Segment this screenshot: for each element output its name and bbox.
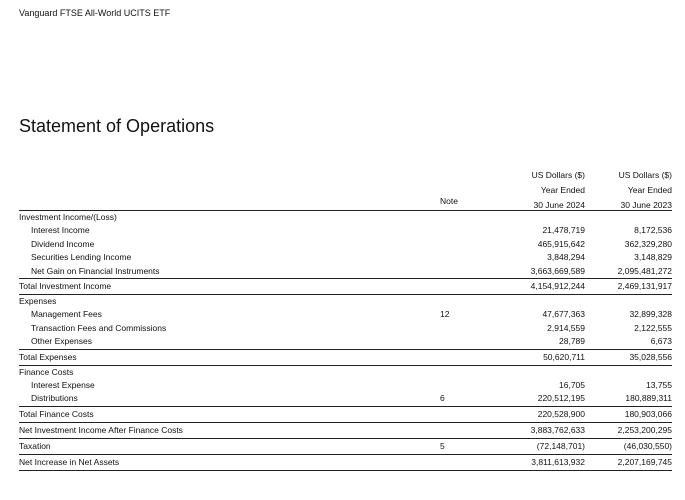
prior-value: 3,148,829 xyxy=(634,252,672,262)
table-row xyxy=(19,308,672,322)
prior-total: 35,028,556 xyxy=(629,351,672,362)
row-label: Distributions xyxy=(31,393,78,403)
total-label: Net Increase in Net Assets xyxy=(19,456,120,467)
table-row xyxy=(19,251,672,265)
prior-value: 2,122,555 xyxy=(634,322,672,333)
prior-value: (46,030,550) xyxy=(623,440,672,451)
prior-period: Year Ended xyxy=(627,185,672,195)
current-total: 50,620,711 xyxy=(543,351,585,362)
row-label: Securities Lending Income xyxy=(31,252,132,262)
current-value: 3,663,669,589 xyxy=(530,265,585,276)
prior-value: 8,172,536 xyxy=(634,225,672,235)
total-label: Total Finance Costs xyxy=(19,408,94,419)
section-heading xyxy=(19,211,672,224)
row-label: Other Expenses xyxy=(31,336,92,346)
table-row xyxy=(19,379,672,393)
current-value: 47,677,363 xyxy=(542,309,585,319)
table-row xyxy=(19,238,672,252)
current-total: 220,528,900 xyxy=(537,408,585,419)
current-currency: US Dollars ($) xyxy=(531,170,585,180)
row-note: 12 xyxy=(440,309,450,319)
prior-date: 30 June 2023 xyxy=(620,200,672,210)
prior-total: 2,207,169,745 xyxy=(617,456,672,467)
total-row xyxy=(19,279,672,294)
column-header-prior-year xyxy=(619,168,672,213)
total-row xyxy=(19,455,672,470)
section-heading xyxy=(19,366,672,379)
column-header-current-year xyxy=(532,168,585,213)
current-value: 2,914,559 xyxy=(547,322,585,333)
section-heading xyxy=(19,295,672,308)
prior-value: 180,889,311 xyxy=(625,393,672,403)
section-heading-label: Investment Income/(Loss) xyxy=(19,212,117,222)
table-row xyxy=(19,335,672,349)
table-row xyxy=(19,265,672,279)
total-label: Total Investment Income xyxy=(19,281,112,291)
table-row xyxy=(19,392,672,406)
current-total: 3,883,762,633 xyxy=(530,424,585,435)
current-value: 465,915,642 xyxy=(537,238,585,249)
row-label: Management Fees xyxy=(31,309,102,319)
prior-value: 32,899,328 xyxy=(629,309,672,319)
note-column-header: Note xyxy=(440,196,458,206)
prior-value: 362,329,280 xyxy=(624,238,672,249)
current-value: 16,705 xyxy=(559,379,585,390)
current-value: 220,512,195 xyxy=(537,393,585,403)
table-row xyxy=(19,322,672,336)
prior-currency: US Dollars ($) xyxy=(618,170,672,180)
total-label: Net Investment Income After Finance Costs xyxy=(19,424,183,435)
total-row xyxy=(19,407,672,422)
row-label: Net Gain on Financial Instruments xyxy=(31,265,160,276)
prior-value: 6,673 xyxy=(650,336,672,346)
total-row xyxy=(19,350,672,365)
row-note: 5 xyxy=(440,440,445,451)
prior-total: 180,903,066 xyxy=(624,408,672,419)
divider xyxy=(19,470,672,471)
table-row xyxy=(19,224,672,238)
current-value: 21,478,719 xyxy=(542,225,585,235)
prior-total: 2,253,200,295 xyxy=(617,424,672,435)
page-title: Statement of Operations xyxy=(19,116,215,136)
section-heading-label: Finance Costs xyxy=(19,366,74,377)
row-label: Interest Expense xyxy=(31,379,95,390)
current-total: 3,811,613,932 xyxy=(531,456,585,467)
section-heading-label: Expenses xyxy=(19,296,57,306)
row-label: Taxation xyxy=(19,440,51,451)
statement-table xyxy=(19,210,672,471)
current-value: 28,789 xyxy=(559,336,585,346)
fund-name-header: Vanguard FTSE All-World UCITS ETF xyxy=(19,8,171,18)
prior-value: 13,755 xyxy=(646,379,672,390)
current-period: Year Ended xyxy=(540,185,585,195)
prior-value: 2,095,481,272 xyxy=(617,265,672,276)
prior-total: 2,469,131,917 xyxy=(617,281,672,291)
row-label: Transaction Fees and Commissions xyxy=(31,322,167,333)
current-date: 30 June 2024 xyxy=(533,200,585,210)
row-label: Dividend Income xyxy=(31,238,95,249)
total-label: Total Expenses xyxy=(19,351,77,362)
current-value: 3,848,294 xyxy=(547,252,585,262)
current-total: 4,154,912,244 xyxy=(530,281,585,291)
row-label: Interest Income xyxy=(31,225,90,235)
row-note: 6 xyxy=(440,393,445,403)
current-value: (72,148,701) xyxy=(536,440,585,451)
table-row xyxy=(19,439,672,454)
total-row xyxy=(19,423,672,438)
